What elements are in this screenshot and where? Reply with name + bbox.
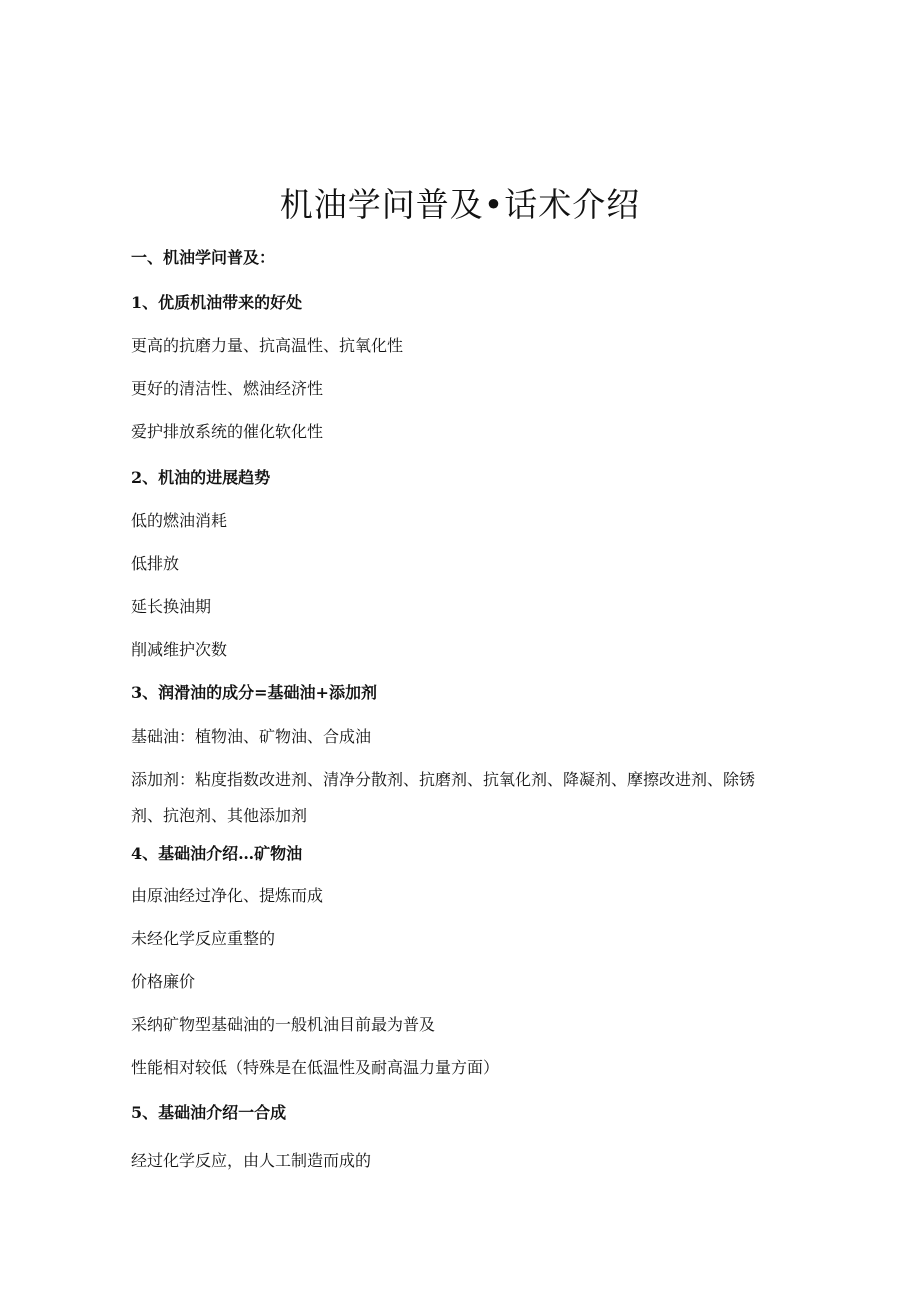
subheading-benefits: 1、优质机油带来的好处 — [131, 293, 303, 312]
paragraph: 未经化学反应重整的 — [131, 929, 276, 948]
paragraph: 价格廉价 — [131, 972, 196, 991]
paragraph: 低的燃油消耗 — [131, 511, 228, 530]
paragraph: 更好的清洁性、燃油经济性 — [131, 379, 324, 398]
document-title: 机油学问普及•话术介绍 — [279, 185, 641, 224]
paragraph: 由原油经过净化、提炼而成 — [131, 886, 324, 905]
section-heading: 一、机油学问普及： — [131, 248, 276, 267]
paragraph: 延长换油期 — [131, 597, 212, 616]
paragraph: 性能相对较低（特殊是在低温性及耐高温力量方面） — [131, 1058, 500, 1077]
subheading-composition: 3、润滑油的成分=基础油+添加剂 — [131, 683, 377, 702]
paragraph: 基础油：植物油、矿物油、合成油 — [131, 727, 372, 746]
paragraph: 添加剂：粘度指数改进剂、清净分散剂、抗磨剂、抗氧化剂、降凝剂、摩擦改进剂、除锈剂、抗泡剂、其他添加剂 — [131, 770, 756, 825]
paragraph: 低排放 — [131, 554, 180, 573]
paragraph: 削减维护次数 — [131, 640, 228, 659]
paragraph: 经过化学反应，由人工制造而成的 — [131, 1151, 372, 1170]
paragraph: 采纳矿物型基础油的一般机油目前最为普及 — [131, 1015, 436, 1034]
subheading-trends: 2、机油的进展趋势 — [131, 468, 271, 487]
paragraph: 更高的抗磨力量、抗高温性、抗氧化性 — [131, 336, 404, 355]
subheading-synthetic-oil: 5、基础油介绍一合成 — [131, 1103, 287, 1122]
subheading-mineral-oil: 4、基础油介绍…矿物油 — [131, 844, 303, 863]
paragraph: 爱护排放系统的催化软化性 — [131, 422, 324, 441]
